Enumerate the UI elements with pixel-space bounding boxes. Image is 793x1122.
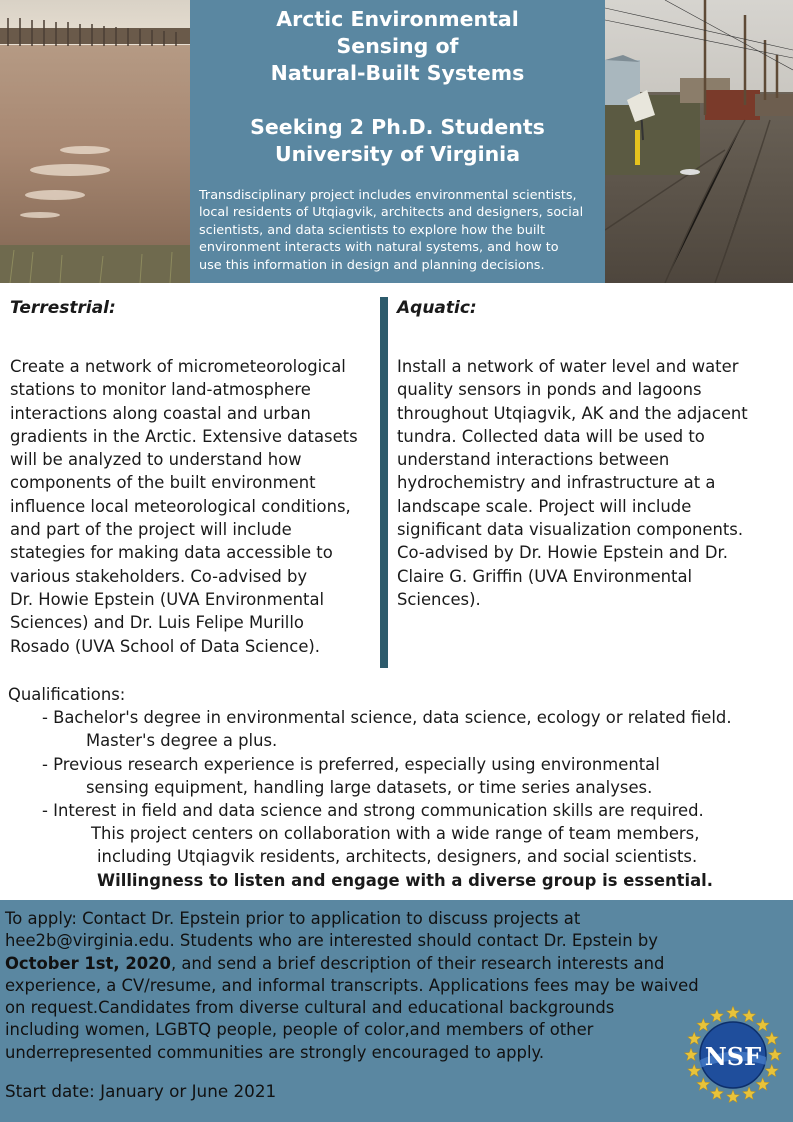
nsf-star-icon bbox=[768, 1048, 781, 1061]
terrestrial-line: and part of the project will include bbox=[10, 520, 292, 540]
nsf-star-icon bbox=[756, 1078, 769, 1091]
lagoon-photo bbox=[0, 0, 190, 283]
qualification-item-cont: sensing equipment, handling large datasets, or time series analyses. bbox=[86, 777, 653, 797]
terrestrial-line: Create a network of micrometeorological bbox=[10, 357, 346, 376]
aquatic-line: significant data visualization components. bbox=[397, 520, 744, 540]
apply-line: underrepresented communities are strongly encouraged to apply. bbox=[5, 1042, 545, 1062]
aquatic-heading: Aquatic: bbox=[397, 298, 477, 318]
nsf-star-icon bbox=[742, 1009, 755, 1022]
terrestrial-section bbox=[10, 297, 382, 658]
intro-line: use this information in design and planning decisions. bbox=[199, 257, 545, 273]
apply-line-rest: , and send a brief description of their research interests and bbox=[170, 953, 665, 973]
aquatic-line: throughout Utqiagvik, AK and the adjacent bbox=[397, 403, 748, 423]
terrestrial-line: Sciences) and Dr. Luis Felipe Murillo bbox=[10, 613, 304, 633]
terrestrial-line: interactions along coastal and urban bbox=[10, 403, 311, 423]
terrestrial-line: components of the built environment bbox=[10, 473, 316, 493]
intro-line: local residents of Utqiagvik, architects and designers, social bbox=[199, 205, 584, 221]
title-block bbox=[190, 6, 605, 168]
aquatic-line: hydrochemistry and infrastructure at a bbox=[397, 473, 716, 493]
aquatic-line: landscape scale. Project will include bbox=[397, 496, 692, 516]
terrestrial-line: Rosado (UVA School of Data Science). bbox=[10, 636, 321, 656]
terrestrial-line: will be analyzed to understand how bbox=[10, 450, 302, 470]
terrestrial-line: stations to monitor land-atmosphere bbox=[10, 380, 311, 400]
apply-line: To apply: Contact Dr. Epstein prior to application to discuss projects at bbox=[5, 909, 581, 928]
aquatic-line: quality sensors in ponds and lagoons bbox=[397, 380, 702, 400]
nsf-star-icon bbox=[742, 1087, 755, 1100]
village-road-photo bbox=[605, 0, 793, 283]
qualifications-heading: Qualifications: bbox=[8, 685, 126, 704]
start-date: Start date: January or June 2021 bbox=[5, 1081, 277, 1101]
qualification-item: - Interest in field and data science and strong communication skills are required. bbox=[42, 801, 704, 821]
nsf-star-icon bbox=[710, 1087, 723, 1100]
header-banner bbox=[0, 0, 793, 283]
apply-line: hee2b@virginia.edu. Students who are interested should contact Dr. Epstein by bbox=[5, 931, 658, 951]
terrestrial-line: Dr. Howie Epstein (UVA Environmental bbox=[10, 589, 325, 609]
nsf-star-icon bbox=[726, 1006, 739, 1019]
aquatic-section bbox=[397, 297, 787, 611]
terrestrial-line: gradients in the Arctic. Extensive datasets bbox=[10, 426, 358, 446]
aquatic-line: tundra. Collected data will be used to bbox=[397, 426, 705, 446]
nsf-star-icon bbox=[765, 1032, 778, 1045]
nsf-star-icon bbox=[688, 1032, 701, 1045]
aquatic-line: Co-advised by Dr. Howie Epstein and Dr. bbox=[397, 543, 728, 563]
apply-line bbox=[5, 953, 745, 975]
terrestrial-line: stategies for making data accessible to bbox=[10, 543, 333, 563]
terrestrial-line: various stakeholders. Co-advised by bbox=[10, 566, 308, 586]
column-divider bbox=[380, 297, 388, 668]
qualification-item-cont: Master's degree a plus. bbox=[86, 731, 278, 751]
nsf-logo-text: NSF bbox=[704, 1042, 762, 1071]
qualification-item-cont: This project centers on collaboration with a wide range of team members, bbox=[91, 824, 700, 844]
nsf-star-icon bbox=[688, 1064, 701, 1077]
apply-line: including women, LGBTQ people, people of color,and members of other bbox=[5, 1020, 594, 1040]
aquatic-line: Sciences). bbox=[397, 589, 481, 609]
subtitle-line: Seeking 2 Ph.D. Students bbox=[250, 115, 545, 139]
aquatic-line: Claire G. Griffin (UVA Environmental bbox=[397, 566, 693, 586]
aquatic-line: understand interactions between bbox=[397, 450, 670, 470]
terrestrial-heading: Terrestrial: bbox=[10, 298, 116, 318]
intro-text bbox=[199, 187, 601, 274]
apply-line: experience, a CV/resume, and informal transcripts. Applications fees may be waived bbox=[5, 975, 699, 995]
terrestrial-line: influence local meteorological conditions, bbox=[10, 496, 351, 516]
intro-line: environment interacts with natural systems, and how to bbox=[199, 240, 559, 256]
apply-deadline: October 1st, 2020 bbox=[5, 953, 171, 973]
apply-section bbox=[5, 908, 745, 1064]
subtitle-line: University of Virginia bbox=[274, 142, 521, 166]
nsf-star-icon bbox=[710, 1009, 723, 1022]
nsf-star-icon bbox=[726, 1090, 739, 1103]
nsf-star-icon bbox=[697, 1018, 710, 1031]
aquatic-line: Install a network of water level and water bbox=[397, 357, 739, 376]
intro-line: Transdisciplinary project includes environmental scientists, bbox=[199, 188, 577, 203]
title-line: Sensing of bbox=[336, 34, 459, 58]
nsf-star-icon bbox=[697, 1078, 710, 1091]
qualification-item: - Previous research experience is preferred, especially using environmental bbox=[42, 754, 660, 774]
nsf-logo bbox=[683, 1005, 783, 1105]
title-line: Natural-Built Systems bbox=[270, 61, 525, 85]
intro-line: scientists, and data scientists to explore how the built bbox=[199, 222, 546, 238]
qualification-emphasis: Willingness to listen and engage with a diverse group is essential. bbox=[97, 870, 713, 890]
nsf-star-icon bbox=[684, 1048, 697, 1061]
nsf-star-icon bbox=[756, 1018, 769, 1031]
apply-line: on request.Candidates from diverse cultural and educational backgrounds bbox=[5, 998, 615, 1018]
qualifications-section bbox=[8, 683, 788, 892]
nsf-star-icon bbox=[765, 1064, 778, 1077]
qualification-item-cont: including Utqiagvik residents, architects, designers, and social scientists. bbox=[97, 847, 698, 867]
title-line: Arctic Environmental bbox=[276, 7, 519, 31]
qualification-item: - Bachelor's degree in environmental science, data science, ecology or related field. bbox=[42, 708, 732, 728]
